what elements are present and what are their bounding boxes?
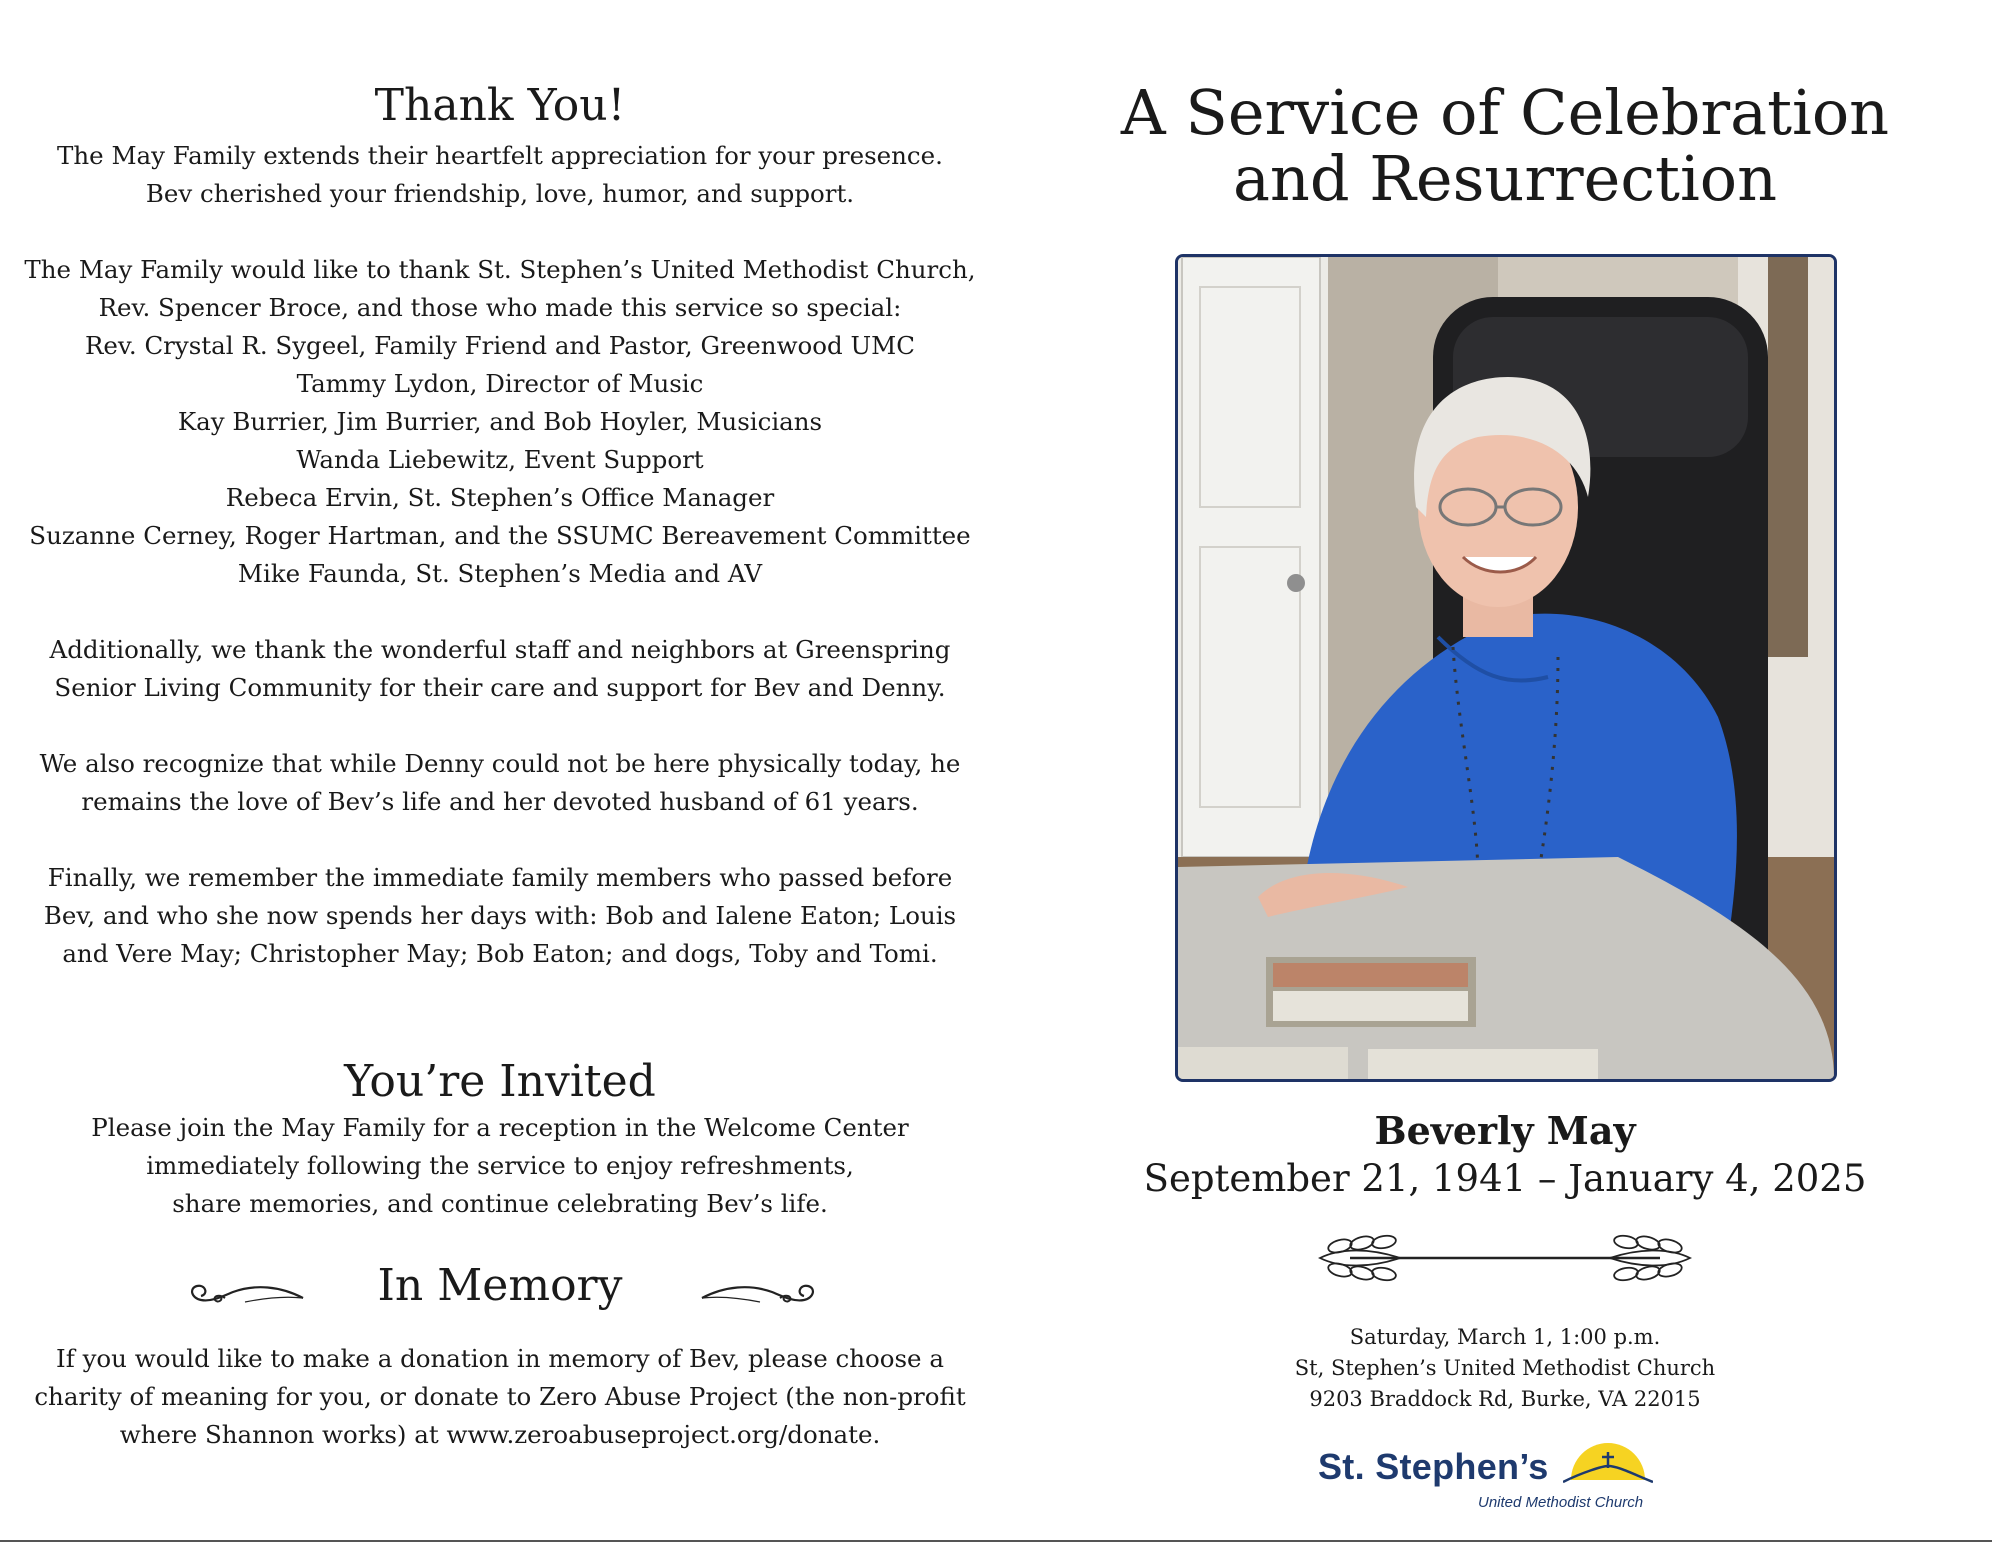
thank-you-heading: Thank You! — [374, 80, 626, 131]
service-location: St, Stephen’s United Methodist Church — [1294, 1356, 1716, 1380]
text-line: Finally, we remember the immediate family members who passed before — [47, 862, 953, 892]
memory-section — [0, 1260, 1000, 1454]
text-line: Additionally, we thank the wonderful staff and neighbors at Greenspring — [49, 634, 951, 664]
memorial-photo — [1175, 254, 1837, 1082]
thanks-staff — [0, 631, 1000, 707]
service-details — [1120, 1322, 1890, 1415]
portrait-illustration — [1178, 257, 1834, 1079]
list-item: Suzanne Cerney, Roger Hartman, and the SSUMC Bereavement Committee — [29, 520, 971, 550]
flourish-right-icon — [700, 1276, 820, 1310]
text-line: Please join the May Family for a reception in the Welcome Center — [91, 1112, 909, 1142]
text-line: where Shannon works) at www.zeroabuseproject.org/donate. — [119, 1420, 881, 1449]
thanks-denny — [0, 745, 1000, 821]
thanks-intro — [0, 137, 1000, 213]
memory-heading: In Memory — [377, 1260, 623, 1311]
life-dates: September 21, 1941 – January 4, 2025 — [1143, 1157, 1867, 1200]
logo-subtitle: United Methodist Church — [1478, 1494, 1644, 1511]
thank-you-section — [0, 80, 1000, 973]
list-item: The May Family would like to thank St. Stephen’s United Methodist Church, — [24, 254, 976, 284]
text-line: The May Family extends their heartfelt appreciation for your presence. — [57, 140, 943, 170]
text-line: Bev, and who she now spends her days with: Bob and Ialene Eaton; Louis — [43, 900, 957, 930]
text-line: and Vere May; Christopher May; Bob Eaton; and dogs, Toby and Tomi. — [62, 938, 938, 968]
deceased-name: Beverly May — [1374, 1108, 1636, 1153]
service-title — [1120, 76, 1890, 215]
thanks-remember — [0, 859, 1000, 973]
text-line: We also recognize that while Denny could not be here physically today, he — [39, 748, 961, 778]
list-item: Mike Faunda, St. Stephen’s Media and AV — [237, 558, 763, 588]
list-item: Rebeca Ervin, St. Stephen’s Office Manager — [225, 482, 775, 512]
text-line: share memories, and continue celebrating Bev’s life. — [172, 1188, 828, 1218]
logo-name: St. Stephen’s — [1318, 1446, 1549, 1487]
church-logo — [1318, 1436, 1658, 1516]
list-item: Rev. Spencer Broce, and those who made this service so special: — [98, 292, 902, 322]
thanks-list — [0, 251, 1000, 593]
title-line: A Service of Celebration — [1120, 76, 1890, 149]
rising-sun-cross-icon — [1563, 1436, 1653, 1488]
text-line: immediately following the service to enjoy refreshments, — [146, 1150, 854, 1180]
invited-heading: You’re Invited — [344, 1056, 656, 1107]
memory-header — [0, 1260, 1000, 1322]
list-item: Wanda Liebewitz, Event Support — [296, 444, 704, 474]
invited-section — [0, 1056, 1000, 1223]
list-item: Kay Burrier, Jim Burrier, and Bob Hoyler, Musicians — [177, 406, 823, 436]
text-line: Bev cherished your friendship, love, humor, and support. — [145, 178, 855, 208]
title-line: and Resurrection — [1232, 142, 1778, 215]
text-line: If you would like to make a donation in memory of Bev, please choose a — [56, 1344, 944, 1373]
service-address: 9203 Braddock Rd, Burke, VA 22015 — [1309, 1387, 1701, 1411]
service-time: Saturday, March 1, 1:00 p.m. — [1349, 1325, 1661, 1349]
text-line: remains the love of Bev’s life and her devoted husband of 61 years. — [81, 786, 919, 816]
laurel-divider-icon — [1310, 1228, 1700, 1288]
page-edge-rule — [0, 1540, 1992, 1542]
invited-text — [0, 1109, 1000, 1223]
memory-text — [0, 1340, 1000, 1454]
list-item: Tammy Lydon, Director of Music — [296, 368, 704, 398]
text-line: charity of meaning for you, or donate to Zero Abuse Project (the non-profit — [34, 1382, 966, 1411]
text-line: Senior Living Community for their care and support for Bev and Denny. — [54, 672, 946, 702]
list-item: Rev. Crystal R. Sygeel, Family Friend and Pastor, Greenwood UMC — [84, 330, 915, 360]
